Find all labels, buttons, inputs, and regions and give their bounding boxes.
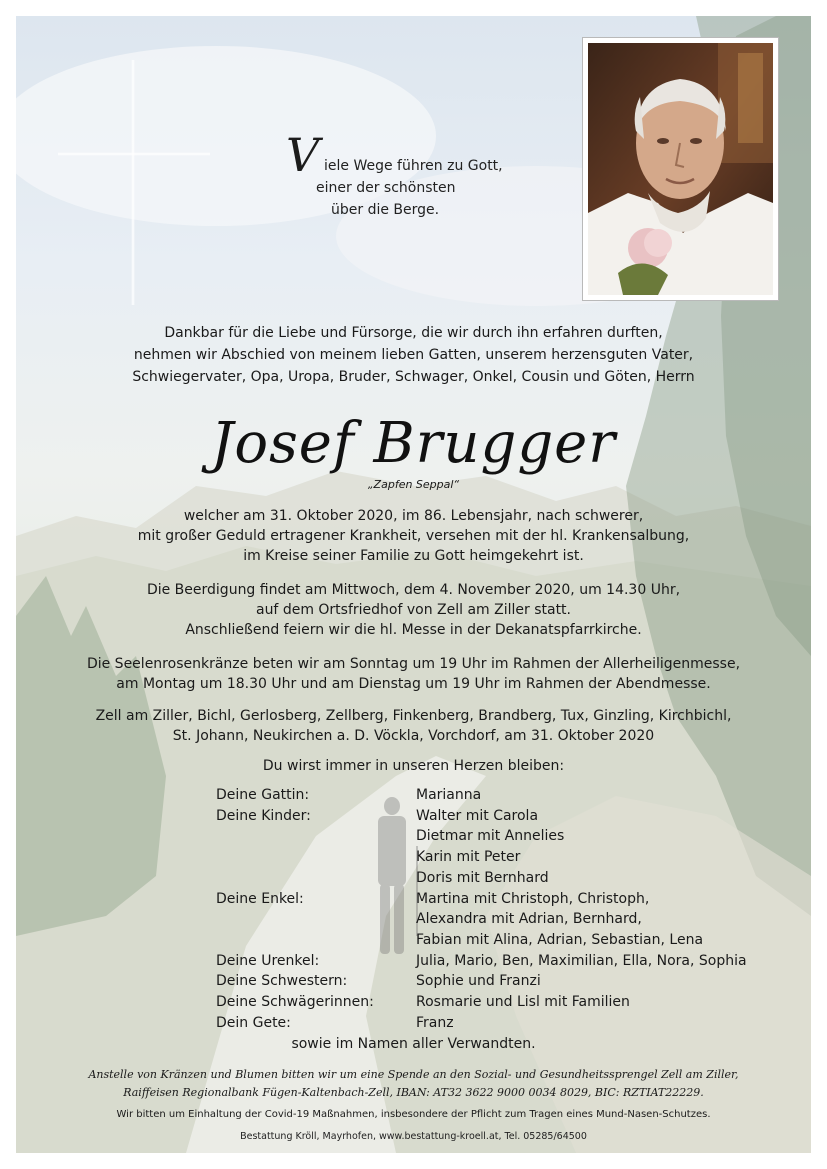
death-paragraph bbox=[16, 506, 811, 566]
paragraph-line: Die Beerdigung findet am Mittwoch, dem 4. November 2020, um 14.30 Uhr, bbox=[146, 582, 681, 598]
funeral-home-footer: Bestattung Kröll, Mayrhofen, www.bestattung-kroell.at, Tel. 05285/64500 bbox=[240, 1131, 587, 1142]
mourner-role: Dein Gete: bbox=[216, 1014, 291, 1031]
motto-line: Du wirst immer in unseren Herzen bleiben: bbox=[262, 758, 565, 774]
mourner-role bbox=[216, 909, 416, 930]
portrait-image bbox=[588, 43, 773, 295]
mourner-row bbox=[216, 889, 811, 910]
mourner-role: Deine Urenkel: bbox=[216, 952, 320, 969]
quote-initial: V bbox=[286, 128, 320, 182]
mourners-list bbox=[216, 785, 811, 1033]
mourner-role: Deine Schwägerinnen: bbox=[216, 994, 374, 1011]
mourner-names: Doris mit Bernhard bbox=[416, 869, 549, 886]
mourner-names: Alexandra mit Adrian, Bernhard, bbox=[416, 911, 642, 928]
intro-line: Dankbar für die Liebe und Fürsorge, die wir durch ihn erfahren durften, bbox=[164, 325, 663, 341]
rosary-paragraph bbox=[16, 654, 811, 694]
paragraph-line: Die Seelenrosenkränze beten wir am Sonntag um 19 Uhr im Rahmen der Allerheiligenmesse, bbox=[86, 656, 741, 672]
mourner-names: Martina mit Christoph, Christoph, bbox=[416, 890, 650, 907]
mourner-names: Fabian mit Alina, Adrian, Sebastian, Lena bbox=[416, 931, 704, 948]
mourner-role: Deine Kinder: bbox=[216, 807, 311, 824]
mourner-names: Franz bbox=[416, 1014, 454, 1031]
mourner-names: Dietmar mit Annelies bbox=[416, 828, 565, 845]
intro-line: Schwiegervater, Opa, Uropa, Bruder, Schwager, Onkel, Cousin und Göten, Herrn bbox=[132, 369, 695, 385]
paragraph-line: im Kreise seiner Familie zu Gott heimgekehrt ist. bbox=[243, 548, 584, 564]
mourner-names: Sophie und Franzi bbox=[416, 973, 541, 990]
mourner-names: Julia, Mario, Ben, Maximilian, Ella, Nora, Sophia bbox=[416, 952, 747, 969]
paragraph-line: auf dem Ortsfriedhof von Zell am Ziller statt. bbox=[255, 602, 571, 618]
intro-text bbox=[16, 322, 811, 388]
paragraph-line: welcher am 31. Oktober 2020, im 86. Lebensjahr, nach schwerer, bbox=[183, 508, 644, 524]
donation-line: Anstelle von Kränzen und Blumen bitten wir um eine Spende an den Sozial- und Gesundheitssprengel Zell am Ziller, bbox=[88, 1068, 739, 1081]
paragraph-line: am Montag um 18.30 Uhr und am Dienstag um 19 Uhr im Rahmen der Abendmesse. bbox=[116, 676, 711, 692]
quote-line-2: einer der schönsten bbox=[316, 180, 456, 196]
intro-line: nehmen wir Abschied von meinem lieben Gatten, unserem herzensguten Vater, bbox=[133, 347, 694, 363]
mourner-row bbox=[216, 1013, 811, 1034]
deceased-nickname: „Zapfen Seppal“ bbox=[367, 478, 460, 491]
obituary-card bbox=[16, 16, 811, 1153]
mourner-row bbox=[216, 909, 811, 930]
mourner-row bbox=[216, 826, 811, 847]
quote-line-1: iele Wege führen zu Gott, bbox=[324, 158, 503, 174]
mourner-names: Rosmarie und Lisl mit Familien bbox=[416, 994, 630, 1011]
paragraph-line: Anschließend feiern wir die hl. Messe in der Dekanatspfarrkirche. bbox=[185, 622, 642, 638]
donation-line: Raiffeisen Regionalbank Fügen-Kaltenbach-Zell, IBAN: AT32 3622 9000 0034 8029, BIC: RZTIAT22229. bbox=[123, 1086, 704, 1099]
mourner-role: Deine Schwestern: bbox=[216, 973, 348, 990]
places-paragraph bbox=[16, 706, 811, 746]
mourner-role bbox=[216, 930, 416, 951]
mourner-names: Karin mit Peter bbox=[416, 849, 521, 866]
mourner-role: Deine Enkel: bbox=[216, 890, 304, 907]
mourner-names: Marianna bbox=[416, 787, 482, 803]
funeral-paragraph bbox=[16, 580, 811, 640]
quote-line-3: über die Berge. bbox=[331, 202, 440, 218]
relatives-line: sowie im Namen aller Verwandten. bbox=[291, 1036, 536, 1052]
mourner-row bbox=[216, 971, 811, 992]
portrait-photo bbox=[582, 37, 779, 301]
paragraph-line: St. Johann, Neukirchen a. D. Vöckla, Vorchdorf, am 31. Oktober 2020 bbox=[172, 728, 655, 744]
donation-notice bbox=[16, 1066, 811, 1102]
mourner-row bbox=[216, 785, 811, 806]
mourner-names: Walter mit Carola bbox=[416, 807, 539, 824]
covid-notice: Wir bitten um Einhaltung der Covid-19 Maßnahmen, insbesondere der Pflicht zum Tragen eines Mund-Nasen-Schutzes. bbox=[116, 1109, 711, 1120]
mourner-row bbox=[216, 930, 811, 951]
mourner-row bbox=[216, 806, 811, 827]
mourner-role bbox=[216, 847, 416, 868]
mourner-row bbox=[216, 868, 811, 889]
paragraph-line: Zell am Ziller, Bichl, Gerlosberg, Zellberg, Finkenberg, Brandberg, Tux, Ginzling, Kirchbichl, bbox=[95, 708, 732, 724]
mourner-role bbox=[216, 826, 416, 847]
paragraph-line: mit großer Geduld ertragener Krankheit, versehen mit der hl. Krankensalbung, bbox=[137, 528, 690, 544]
mourner-row bbox=[216, 992, 811, 1013]
mourner-row bbox=[216, 951, 811, 972]
mourner-role bbox=[216, 868, 416, 889]
mourner-row bbox=[216, 847, 811, 868]
deceased-name: Josef Brugger bbox=[210, 411, 617, 476]
mourner-role: Deine Gattin: bbox=[216, 787, 310, 803]
